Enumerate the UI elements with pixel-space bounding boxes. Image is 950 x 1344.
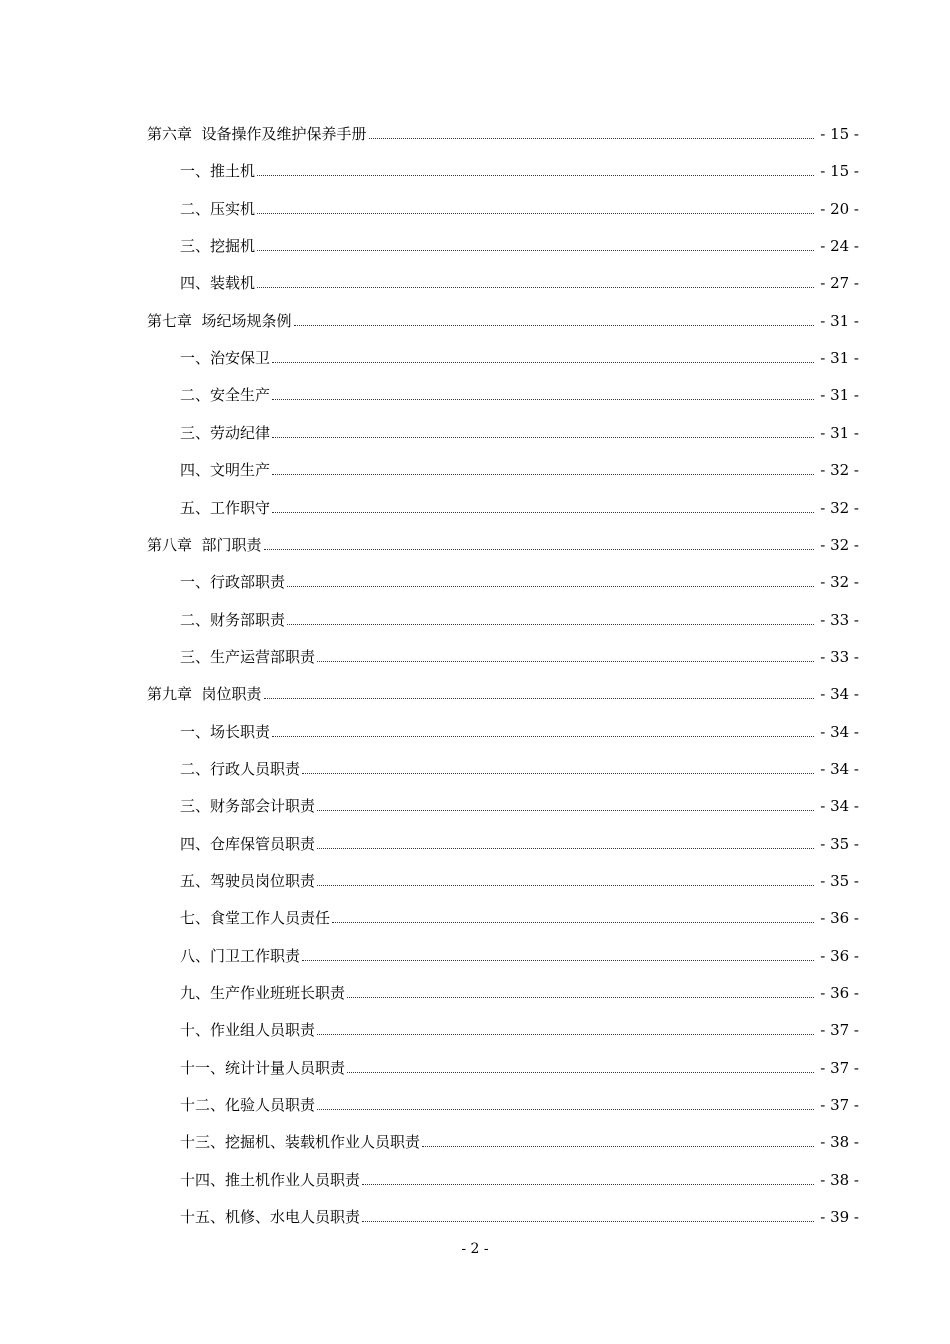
toc-entry-title: 二、财务部职责 (180, 610, 286, 629)
toc-section-entry[interactable] (180, 867, 859, 891)
toc-entry-title: 一、推土机 (180, 162, 256, 181)
toc-entry-title: 十五、机修、水电人员职责 (180, 1208, 361, 1227)
toc-chapter-entry[interactable] (147, 531, 859, 555)
toc-entry-page: - 33 - (820, 610, 859, 629)
toc-dot-leader (317, 884, 814, 886)
toc-section-entry[interactable] (180, 568, 859, 592)
toc-entry-title: 第七章 场纪场规条例 (147, 311, 292, 330)
toc-dot-leader (317, 660, 814, 662)
toc-section-entry[interactable] (180, 1166, 859, 1190)
toc-dot-leader (362, 1220, 814, 1222)
toc-entry-page: - 31 - (820, 386, 859, 405)
toc-section-entry[interactable] (180, 1203, 859, 1227)
toc-entry-title: 第六章 设备操作及维护保养手册 (147, 125, 367, 143)
toc-dot-leader (369, 137, 815, 139)
toc-entry-page: - 32 - (820, 498, 859, 517)
toc-section-entry[interactable] (180, 718, 859, 742)
toc-dot-leader (287, 585, 814, 587)
toc-entry-title: 三、挖掘机 (180, 237, 256, 256)
toc-dot-leader (287, 623, 814, 625)
toc-dot-leader (272, 361, 814, 363)
toc-entry-title: 三、财务部会计职责 (180, 797, 316, 816)
toc-dot-leader (302, 772, 814, 774)
toc-dot-leader (272, 473, 814, 475)
toc-entry-title: 一、治安保卫 (180, 349, 271, 368)
toc-entry-page: - 36 - (820, 946, 859, 965)
toc-section-entry[interactable] (180, 494, 859, 518)
toc-dot-leader (272, 398, 814, 400)
toc-entry-page: - 31 - (820, 349, 859, 368)
toc-entry-page: - 20 - (820, 199, 859, 218)
toc-section-entry[interactable] (180, 381, 859, 405)
toc-entry-title: 二、行政人员职责 (180, 759, 301, 778)
toc-entry-page: - 37 - (820, 1096, 859, 1115)
toc-dot-leader (317, 847, 814, 849)
toc-section-entry[interactable] (180, 344, 859, 368)
toc-entry-page: - 34 - (820, 685, 859, 704)
toc-entry-page: - 34 - (820, 759, 859, 778)
toc-entry-title: 十三、挖掘机、装载机作业人员职责 (180, 1133, 421, 1152)
toc-section-entry[interactable] (180, 419, 859, 443)
toc-entry-title: 十二、化验人员职责 (180, 1096, 316, 1115)
toc-entry-page: - 34 - (820, 722, 859, 741)
page-number: - 2 - (461, 1241, 489, 1257)
toc-section-entry[interactable] (180, 792, 859, 816)
toc-chapter-entry[interactable] (147, 307, 859, 331)
toc-chapter-entry[interactable] (147, 120, 859, 144)
toc-entry-page: - 37 - (820, 1021, 859, 1040)
toc-entry-title: 五、驾驶员岗位职责 (180, 872, 316, 890)
toc-entry-page: - 31 - (820, 311, 859, 330)
toc-section-entry[interactable] (180, 830, 859, 854)
toc-section-entry[interactable] (180, 755, 859, 779)
toc-entry-page: - 36 - (820, 984, 859, 1003)
toc-section-entry[interactable] (180, 157, 859, 181)
toc-section-entry[interactable] (180, 232, 859, 256)
toc-entry-page: - 35 - (820, 834, 859, 853)
toc-entry-title: 二、压实机 (180, 199, 256, 218)
toc-entry-title: 四、文明生产 (180, 461, 271, 480)
toc-section-entry[interactable] (180, 979, 859, 1003)
toc-entry-title: 八、门卫工作职责 (180, 946, 301, 965)
toc-entry-title: 五、工作职守 (180, 498, 271, 517)
toc-dot-leader (257, 174, 814, 176)
toc-entry-page: - 15 - (820, 162, 859, 181)
toc-entry-title: 三、生产运营部职责 (180, 647, 316, 666)
toc-entry-title: 四、装载机 (180, 274, 256, 293)
toc-dot-leader (272, 511, 814, 513)
toc-entry-title: 第九章 岗位职责 (147, 685, 262, 704)
toc-dot-leader (347, 1071, 814, 1073)
toc-dot-leader (272, 436, 814, 438)
toc-section-entry[interactable] (180, 942, 859, 966)
toc-dot-leader (347, 996, 814, 998)
toc-entry-page: - 32 - (820, 461, 859, 480)
toc-section-entry[interactable] (180, 1054, 859, 1078)
toc-entry-page: - 24 - (820, 237, 859, 256)
toc-entry-title: 一、行政部职责 (180, 573, 286, 592)
toc-entry-title: 二、安全生产 (180, 386, 271, 405)
toc-dot-leader (302, 959, 814, 961)
toc-entry-title: 十一、统计计量人员职责 (180, 1058, 346, 1077)
toc-dot-leader (362, 1183, 814, 1185)
toc-dot-leader (264, 548, 815, 550)
toc-section-entry[interactable] (180, 195, 859, 219)
toc-entry-title: 十、作业组人员职责 (180, 1021, 316, 1040)
toc-entry-page: - 35 - (820, 872, 859, 890)
toc-entry-title: 一、场长职责 (180, 722, 271, 741)
toc-section-entry[interactable] (180, 456, 859, 480)
toc-section-entry[interactable] (180, 904, 859, 928)
toc-section-entry[interactable] (180, 1128, 859, 1152)
toc-entry-page: - 32 - (820, 573, 859, 592)
toc-dot-leader (317, 809, 814, 811)
toc-entry-title: 四、仓库保管员职责 (180, 834, 316, 853)
toc-section-entry[interactable] (180, 606, 859, 630)
toc-entry-page: - 32 - (820, 535, 859, 554)
toc-section-entry[interactable] (180, 1091, 859, 1115)
toc-section-entry[interactable] (180, 643, 859, 667)
toc-dot-leader (264, 697, 815, 699)
toc-entry-page: - 34 - (820, 797, 859, 816)
toc-entry-page: - 37 - (820, 1058, 859, 1077)
toc-dot-leader (332, 921, 814, 923)
toc-section-entry[interactable] (180, 1016, 859, 1040)
toc-entry-page: - 27 - (820, 274, 859, 293)
toc-entry-title: 三、劳动纪律 (180, 423, 271, 442)
toc-dot-leader (317, 1033, 814, 1035)
toc-dot-leader (294, 324, 815, 326)
toc-dot-leader (257, 249, 814, 251)
toc-dot-leader (422, 1145, 814, 1147)
toc-entry-title: 十四、推土机作业人员职责 (180, 1170, 361, 1189)
toc-entry-page: - 38 - (820, 1133, 859, 1152)
toc-section-entry[interactable] (180, 269, 859, 293)
toc-entry-page: - 38 - (820, 1170, 859, 1189)
toc-entry-title: 第八章 部门职责 (147, 535, 262, 554)
toc-entry-page: - 33 - (820, 647, 859, 666)
toc-dot-leader (272, 735, 814, 737)
toc-entry-page: - 36 - (820, 909, 859, 928)
toc-entry-page: - 31 - (820, 423, 859, 442)
toc-entry-page: - 39 - (820, 1208, 859, 1227)
toc-entry-page: - 15 - (820, 125, 859, 143)
toc-entry-title: 七、食堂工作人员责任 (180, 909, 331, 928)
toc-chapter-entry[interactable] (147, 680, 859, 704)
toc-dot-leader (317, 1108, 814, 1110)
toc-entry-title: 九、生产作业班班长职责 (180, 984, 346, 1003)
toc-dot-leader (257, 286, 814, 288)
toc-dot-leader (257, 212, 814, 214)
